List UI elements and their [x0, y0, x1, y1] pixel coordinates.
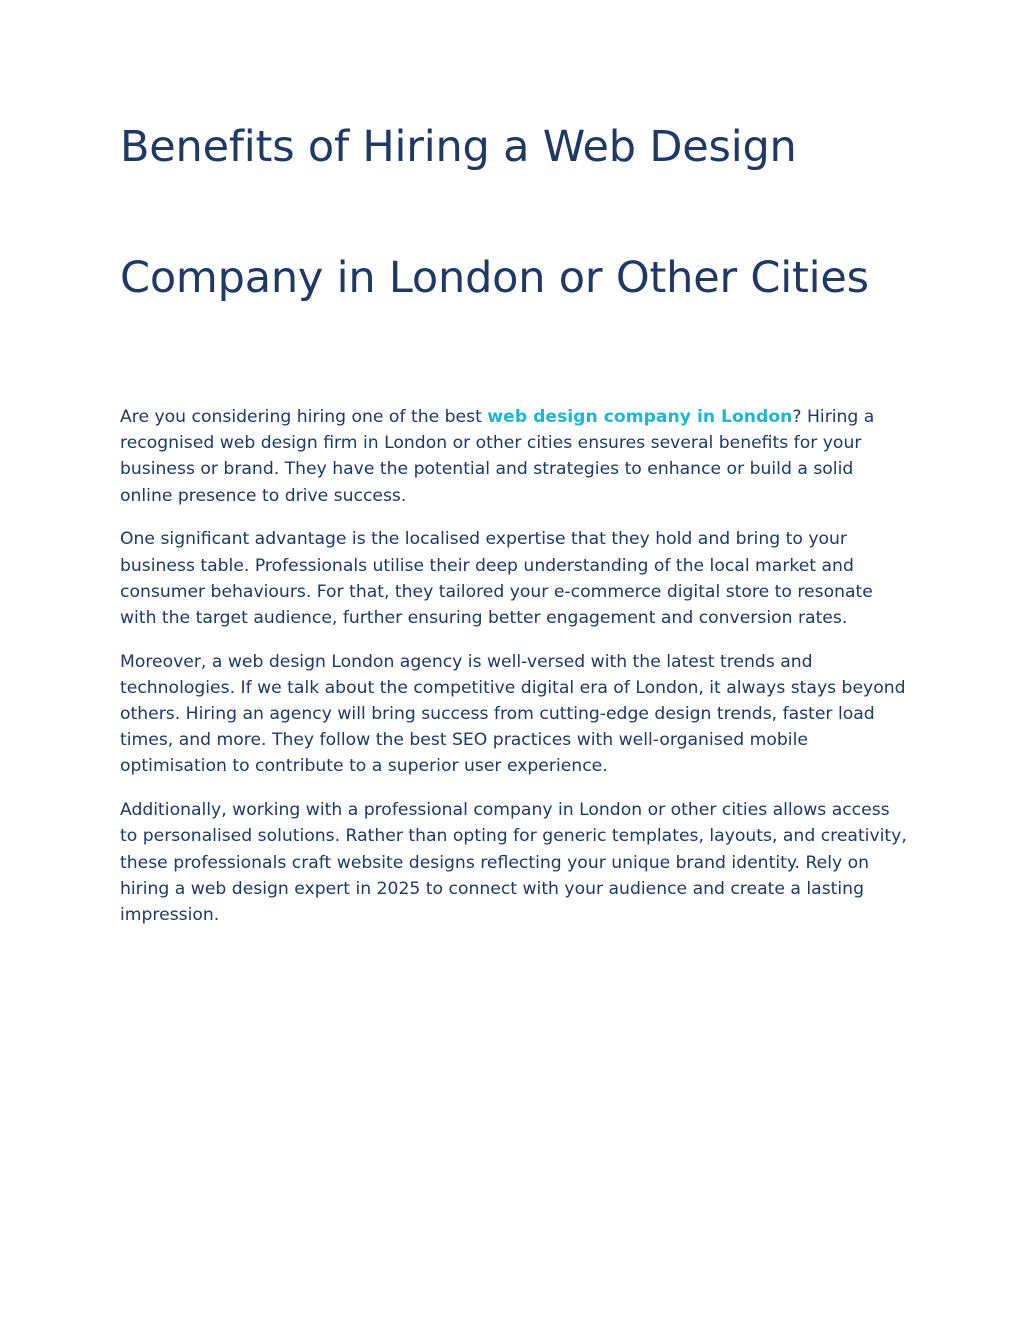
web-design-company-link[interactable]: web design company in London: [487, 407, 793, 427]
paragraph-intro: [120, 404, 910, 509]
paragraph-personalised-solutions: Additionally, working with a professional company in London or other cities allows access to personalised solutions. Rather than opting for generic templates, layouts, and creativity, these professionals craft website designs reflecting your unique brand identity. Rely on hiring a web design expert in 2025 to connect with your audience and create a lasting impression.: [120, 800, 907, 925]
page-title-line-2: Company in London or Other Cities: [120, 253, 869, 303]
paragraph-intro-rest: ? Hiring a recognised web design firm in London or other cities ensures several benefits for your business or brand. They have the potential and strategies to enhance or build a solid online presence to drive success.: [120, 407, 875, 506]
paragraph-trends-technologies: Moreover, a web design London agency is well-versed with the latest trends and technologies. If we talk about the competitive digital era of London, it always stays beyond others. Hiring an agency will bring success from cutting-edge design trends, faster load times, and more. They follow the best SEO practices with well-organised mobile optimisation to contribute to a superior user experience.: [120, 651, 906, 777]
page-title-line-1: Benefits of Hiring a Web Design: [120, 122, 797, 172]
paragraph-intro-lead: Are you considering hiring one of the best: [120, 407, 488, 427]
article-body: [120, 404, 910, 946]
paragraph-localised-expertise: One significant advantage is the localised expertise that they hold and bring to your business table. Professionals utilise their deep understanding of the local market and consumer behaviours. For that, they tailored your e-commerce digital store to resonate with the target audience, further ensuring better engagement and conversion rates.: [120, 529, 873, 628]
